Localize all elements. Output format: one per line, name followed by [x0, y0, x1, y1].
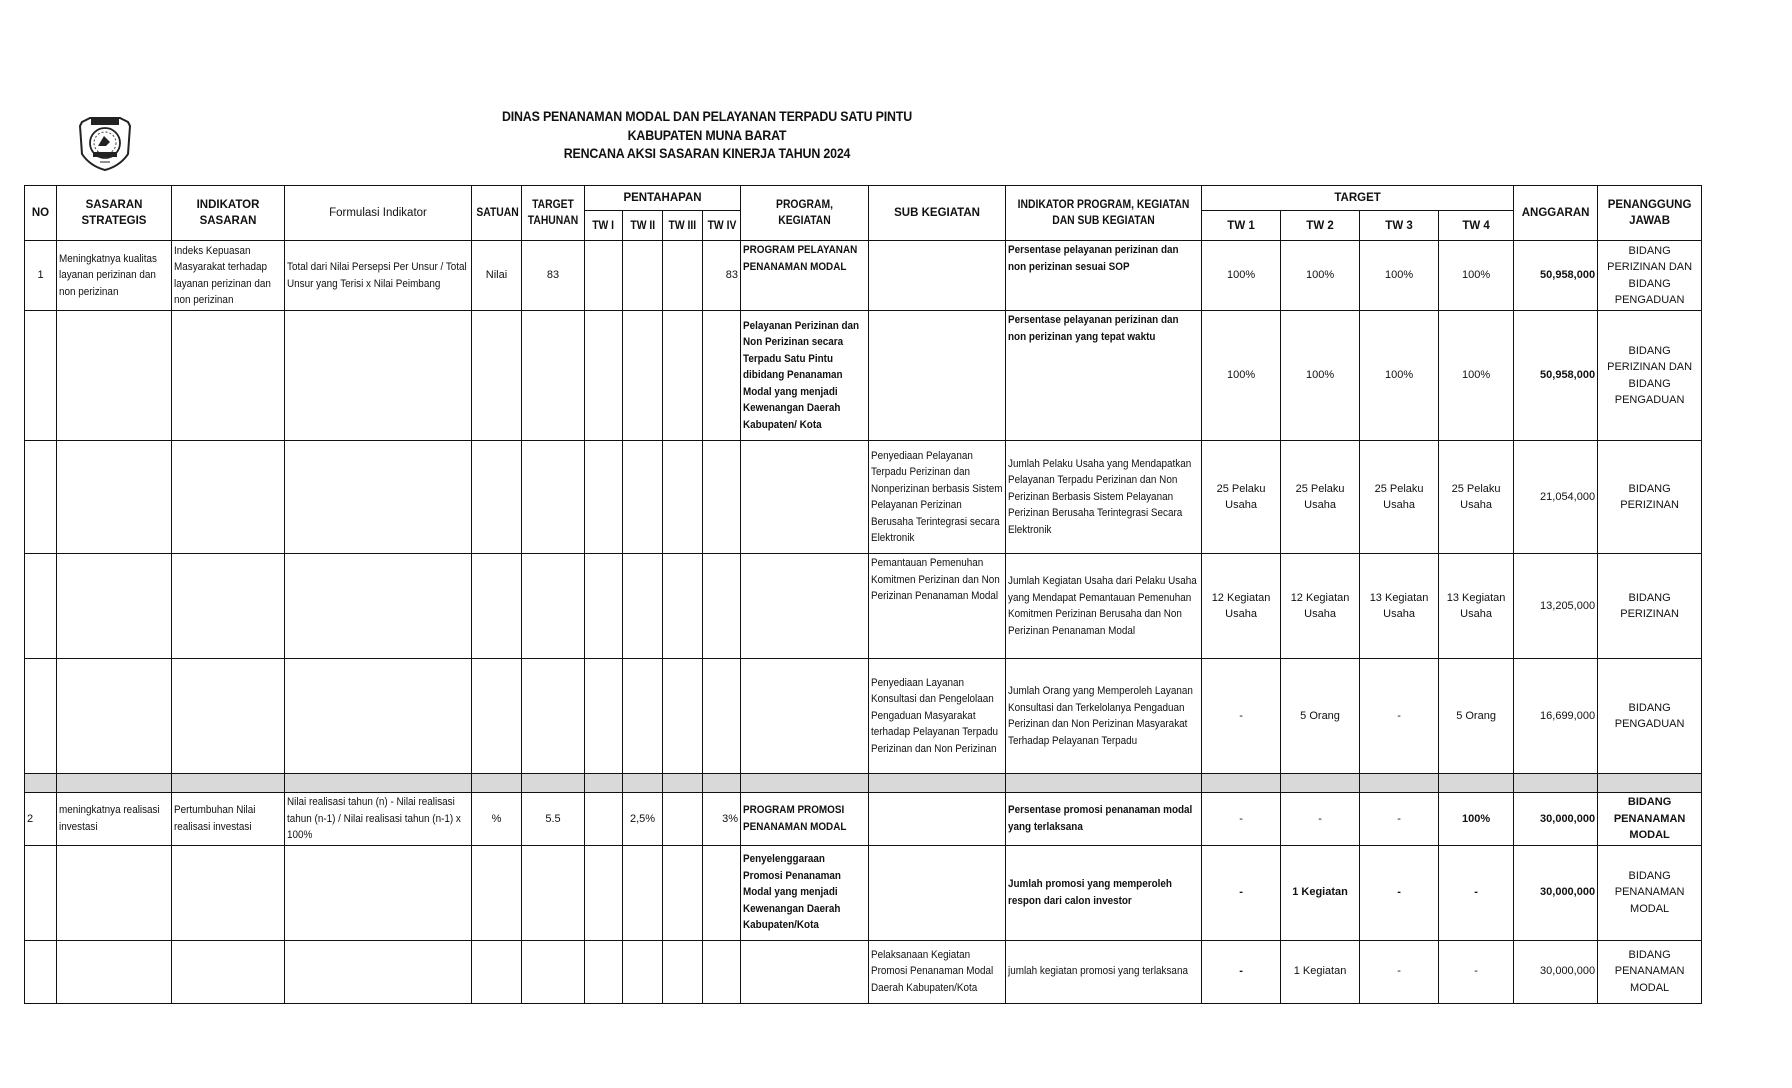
- col-pentahapan: PENTAHAPAN: [585, 186, 741, 211]
- cell-tw1: -: [1202, 940, 1281, 1003]
- cell-tw-iii: [663, 940, 703, 1003]
- cell-sub-kegiatan: Pemantauan Pemenuhan Komitmen Perizinan dan Non Perizinan Penanaman Modal: [869, 554, 1006, 659]
- cell-formulasi: [285, 845, 472, 940]
- cell-satuan: [472, 940, 522, 1003]
- cell-tw-iv: [703, 845, 741, 940]
- cell-tw2: 100%: [1281, 241, 1360, 311]
- cell-tw-i: [585, 940, 623, 1003]
- col-penanggung-jawab: PENANGGUNG JAWAB: [1598, 186, 1702, 241]
- cell-tw-iii: [663, 311, 703, 441]
- cell-no: [25, 659, 57, 774]
- table-row: [25, 659, 1702, 774]
- cell-tw-iv: [703, 441, 741, 554]
- plan-title: RENCANA AKSI SASARAN KINERJA TAHUN 2024: [563, 146, 851, 161]
- cell-anggaran: 30,000,000: [1514, 793, 1598, 846]
- col-tw1: TW 1: [1202, 211, 1281, 241]
- cell-tw3: -: [1360, 845, 1439, 940]
- cell-tw-iv: [703, 311, 741, 441]
- cell-tw1: -: [1202, 793, 1281, 846]
- col-indikator-sasaran: INDIKATOR SASARAN: [172, 186, 285, 241]
- cell-no: 2: [25, 793, 57, 846]
- cell-anggaran: 30,000,000: [1514, 940, 1598, 1003]
- cell-indikator-program: Jumlah Pelaku Usaha yang Mendapatkan Pelayanan Terpadu Perizinan dan Non Perizinan Berbasis Sistem Pelayanan Perizinan Berusaha Terintegrasi Secara Elektronik: [1006, 441, 1202, 554]
- cell-tw-iv: [703, 940, 741, 1003]
- cell-no: [25, 940, 57, 1003]
- cell-formulasi: Total dari Nilai Persepsi Per Unsur / Total Unsur yang Terisi x Nilai Peimbang: [285, 241, 472, 311]
- col-program-kegiatan: PROGRAM, KEGIATAN: [741, 186, 869, 241]
- cell-anggaran: 50,958,000: [1514, 241, 1598, 311]
- cell-indikator-program: jumlah kegiatan promosi yang terlaksana: [1006, 940, 1202, 1003]
- col-formulasi-indikator: Formulasi Indikator: [285, 186, 472, 241]
- cell-indikator-program: Jumlah promosi yang memperoleh respon dari calon investor: [1006, 845, 1202, 940]
- cell-program: [741, 554, 869, 659]
- cell-tw1: 12 Kegiatan Usaha: [1202, 554, 1281, 659]
- cell-tw-iii: [663, 845, 703, 940]
- table-row: [25, 554, 1702, 659]
- cell-tw-iii: [663, 554, 703, 659]
- cell-tw-iii: [663, 241, 703, 311]
- cell-indikator-program: Persentase pelayanan perizinan dan non perizinan sesuai SOP: [1006, 241, 1202, 311]
- cell-penanggung: BIDANG PERIZINAN DAN BIDANG PENGADUAN: [1598, 311, 1702, 441]
- cell-satuan: [472, 441, 522, 554]
- cell-program: [741, 659, 869, 774]
- cell-tw1: 25 Pelaku Usaha: [1202, 441, 1281, 554]
- cell-indikator-program: Persentase promosi penanaman modal yang terlaksana: [1006, 793, 1202, 846]
- cell-no: [25, 311, 57, 441]
- cell-sasaran: [57, 311, 172, 441]
- cell-tw2: 5 Orang: [1281, 659, 1360, 774]
- cell-satuan: [472, 845, 522, 940]
- col-indikator-program: INDIKATOR PROGRAM, KEGIATAN DAN SUB KEGIATAN: [1006, 186, 1202, 241]
- cell-tw3: -: [1360, 659, 1439, 774]
- col-tw2: TW 2: [1281, 211, 1360, 241]
- col-target-tahunan: TARGET TAHUNAN: [522, 186, 585, 241]
- col-satuan: SATUAN: [472, 186, 522, 241]
- cell-tw-iv: [703, 659, 741, 774]
- cell-indikator-program: Persentase pelayanan perizinan dan non perizinan yang tepat waktu: [1006, 311, 1202, 441]
- col-sub-kegiatan: SUB KEGIATAN: [869, 186, 1006, 241]
- cell-tw-i: [585, 241, 623, 311]
- cell-satuan: [472, 554, 522, 659]
- section-separator-row: [25, 774, 1702, 793]
- cell-tw-i: [585, 793, 623, 846]
- cell-tw2: 25 Pelaku Usaha: [1281, 441, 1360, 554]
- cell-tw-i: [585, 311, 623, 441]
- table-row: [25, 241, 1702, 311]
- document-header: [0, 108, 1414, 164]
- col-tw3: TW 3: [1360, 211, 1439, 241]
- cell-tw-ii: 2,5%: [623, 793, 663, 846]
- cell-satuan: [472, 311, 522, 441]
- cell-formulasi: [285, 441, 472, 554]
- cell-no: 1: [25, 241, 57, 311]
- cell-satuan: Nilai: [472, 241, 522, 311]
- cell-tw-iv: [703, 554, 741, 659]
- cell-sasaran: [57, 659, 172, 774]
- col-tw-i: TW I: [585, 211, 623, 241]
- cell-tw4: -: [1439, 940, 1514, 1003]
- cell-penanggung: BIDANG PERIZINAN: [1598, 554, 1702, 659]
- cell-program: Penyelenggaraan Promosi Penanaman Modal yang menjadi Kewenangan Daerah Kabupaten/Kota: [741, 845, 869, 940]
- cell-tw3: 100%: [1360, 311, 1439, 441]
- cell-no: [25, 441, 57, 554]
- cell-sub-kegiatan: Pelaksanaan Kegiatan Promosi Penanaman Modal Daerah Kabupaten/Kota: [869, 940, 1006, 1003]
- cell-tw1: 100%: [1202, 311, 1281, 441]
- cell-sasaran: meningkatnya realisasi investasi: [57, 793, 172, 846]
- cell-tw4: 13 Kegiatan Usaha: [1439, 554, 1514, 659]
- cell-no: [25, 845, 57, 940]
- cell-satuan: %: [472, 793, 522, 846]
- col-tw4: TW 4: [1439, 211, 1514, 241]
- cell-formulasi: [285, 940, 472, 1003]
- cell-tw3: -: [1360, 940, 1439, 1003]
- cell-formulasi: Nilai realisasi tahun (n) - Nilai realisasi tahun (n-1) / Nilai realisasi tahun (n-1) x 100%: [285, 793, 472, 846]
- cell-sub-kegiatan: [869, 845, 1006, 940]
- cell-target-tahunan: [522, 940, 585, 1003]
- col-tw-iv: TW IV: [703, 211, 741, 241]
- cell-tw-i: [585, 441, 623, 554]
- cell-indikator: [172, 441, 285, 554]
- cell-tw-iv: 3%: [703, 793, 741, 846]
- cell-indikator: Pertumbuhan Nilai realisasi investasi: [172, 793, 285, 846]
- cell-tw2: -: [1281, 793, 1360, 846]
- cell-sub-kegiatan: [869, 241, 1006, 311]
- col-no: NO: [25, 186, 57, 241]
- cell-tw4: 100%: [1439, 311, 1514, 441]
- cell-tw-ii: [623, 845, 663, 940]
- cell-anggaran: 50,958,000: [1514, 311, 1598, 441]
- cell-target-tahunan: [522, 554, 585, 659]
- cell-formulasi: [285, 554, 472, 659]
- cell-tw-i: [585, 659, 623, 774]
- cell-tw3: 13 Kegiatan Usaha: [1360, 554, 1439, 659]
- cell-penanggung: BIDANG PENANAMAN MODAL: [1598, 940, 1702, 1003]
- cell-sasaran: [57, 845, 172, 940]
- cell-target-tahunan: [522, 845, 585, 940]
- cell-indikator: [172, 940, 285, 1003]
- cell-anggaran: 16,699,000: [1514, 659, 1598, 774]
- cell-sub-kegiatan: Penyediaan Pelayanan Terpadu Perizinan dan Nonperizinan berbasis Sistem Pelayanan Perizinan Berusaha Terintegrasi secara Elektronik: [869, 441, 1006, 554]
- cell-tw3: 25 Pelaku Usaha: [1360, 441, 1439, 554]
- col-anggaran: ANGGARAN: [1514, 186, 1598, 241]
- cell-no: [25, 554, 57, 659]
- cell-sub-kegiatan: [869, 311, 1006, 441]
- cell-sub-kegiatan: [869, 793, 1006, 846]
- cell-indikator-program: Jumlah Kegiatan Usaha dari Pelaku Usaha yang Mendapat Pemantauan Pemenuhan Komitmen Perizinan Berusaha dan Non Perizinan Penanaman Modal: [1006, 554, 1202, 659]
- cell-indikator: [172, 845, 285, 940]
- cell-sasaran: [57, 441, 172, 554]
- cell-target-tahunan: [522, 659, 585, 774]
- cell-sasaran: [57, 940, 172, 1003]
- table-row: [25, 845, 1702, 940]
- cell-target-tahunan: [522, 441, 585, 554]
- cell-tw4: 5 Orang: [1439, 659, 1514, 774]
- cell-anggaran: 21,054,000: [1514, 441, 1598, 554]
- table-row: [25, 793, 1702, 846]
- cell-formulasi: [285, 659, 472, 774]
- cell-target-tahunan: 83: [522, 241, 585, 311]
- cell-penanggung: BIDANG PERIZINAN: [1598, 441, 1702, 554]
- cell-tw-ii: [623, 241, 663, 311]
- cell-tw-ii: [623, 940, 663, 1003]
- cell-tw4: 100%: [1439, 241, 1514, 311]
- cell-penanggung: BIDANG PENANAMAN MODAL: [1598, 845, 1702, 940]
- cell-tw-i: [585, 845, 623, 940]
- cell-indikator: [172, 659, 285, 774]
- cell-indikator: [172, 311, 285, 441]
- col-tw-iii: TW III: [663, 211, 703, 241]
- cell-indikator-program: Jumlah Orang yang Memperoleh Layanan Konsultasi dan Terkelolanya Pengaduan Perizinan dan Non Perizinan Masyarakat Terhadap Pelayanan Terpadu: [1006, 659, 1202, 774]
- cell-tw-ii: [623, 554, 663, 659]
- cell-tw2: 1 Kegiatan: [1281, 940, 1360, 1003]
- cell-sasaran: [57, 554, 172, 659]
- cell-penanggung: BIDANG PENGADUAN: [1598, 659, 1702, 774]
- cell-indikator: Indeks Kepuasan Masyarakat terhadap layanan perizinan dan non perizinan: [172, 241, 285, 311]
- cell-satuan: [472, 659, 522, 774]
- action-plan-table: [24, 185, 1702, 1004]
- cell-anggaran: 30,000,000: [1514, 845, 1598, 940]
- cell-sasaran: Meningkatnya kualitas layanan perizinan dan non perizinan: [57, 241, 172, 311]
- cell-tw-iii: [663, 441, 703, 554]
- cell-program: [741, 940, 869, 1003]
- col-sasaran-strategis: SASARAN STRATEGIS: [57, 186, 172, 241]
- table-row: [25, 940, 1702, 1003]
- col-tw-ii: TW II: [623, 211, 663, 241]
- cell-penanggung: BIDANG PERIZINAN DAN BIDANG PENGADUAN: [1598, 241, 1702, 311]
- cell-formulasi: [285, 311, 472, 441]
- cell-tw-ii: [623, 311, 663, 441]
- cell-tw1: -: [1202, 845, 1281, 940]
- cell-program: PROGRAM PELAYANAN PENANAMAN MODAL: [741, 241, 869, 311]
- cell-indikator: [172, 554, 285, 659]
- cell-tw1: -: [1202, 659, 1281, 774]
- agency-title: DINAS PENANAMAN MODAL DAN PELAYANAN TERPADU SATU PINTU: [501, 109, 913, 124]
- cell-tw-ii: [623, 441, 663, 554]
- cell-tw4: 100%: [1439, 793, 1514, 846]
- cell-program: Pelayanan Perizinan dan Non Perizinan secara Terpadu Satu Pintu dibidang Penanaman Modal yang menjadi Kewenangan Daerah Kabupaten/ Kota: [741, 311, 869, 441]
- col-target: TARGET: [1202, 186, 1514, 211]
- cell-tw2: 100%: [1281, 311, 1360, 441]
- cell-tw2: 12 Kegiatan Usaha: [1281, 554, 1360, 659]
- cell-tw1: 100%: [1202, 241, 1281, 311]
- cell-tw4: 25 Pelaku Usaha: [1439, 441, 1514, 554]
- cell-tw-iii: [663, 659, 703, 774]
- cell-tw3: -: [1360, 793, 1439, 846]
- cell-target-tahunan: [522, 311, 585, 441]
- cell-sub-kegiatan: Penyediaan Layanan Konsultasi dan Pengelolaan Pengaduan Masyarakat terhadap Pelayanan Terpadu Perizinan dan Non Perizinan: [869, 659, 1006, 774]
- cell-tw-iv: 83: [703, 241, 741, 311]
- cell-penanggung: BIDANG PENANAMAN MODAL: [1598, 793, 1702, 846]
- cell-tw3: 100%: [1360, 241, 1439, 311]
- cell-tw-ii: [623, 659, 663, 774]
- cell-tw-iii: [663, 793, 703, 846]
- cell-tw4: -: [1439, 845, 1514, 940]
- table-row: [25, 441, 1702, 554]
- regency-title: KABUPATEN MUNA BARAT: [627, 127, 787, 143]
- cell-program: PROGRAM PROMOSI PENANAMAN MODAL: [741, 793, 869, 846]
- cell-target-tahunan: 5.5: [522, 793, 585, 846]
- cell-anggaran: 13,205,000: [1514, 554, 1598, 659]
- table-row: [25, 311, 1702, 441]
- cell-tw2: 1 Kegiatan: [1281, 845, 1360, 940]
- cell-tw-i: [585, 554, 623, 659]
- cell-program: [741, 441, 869, 554]
